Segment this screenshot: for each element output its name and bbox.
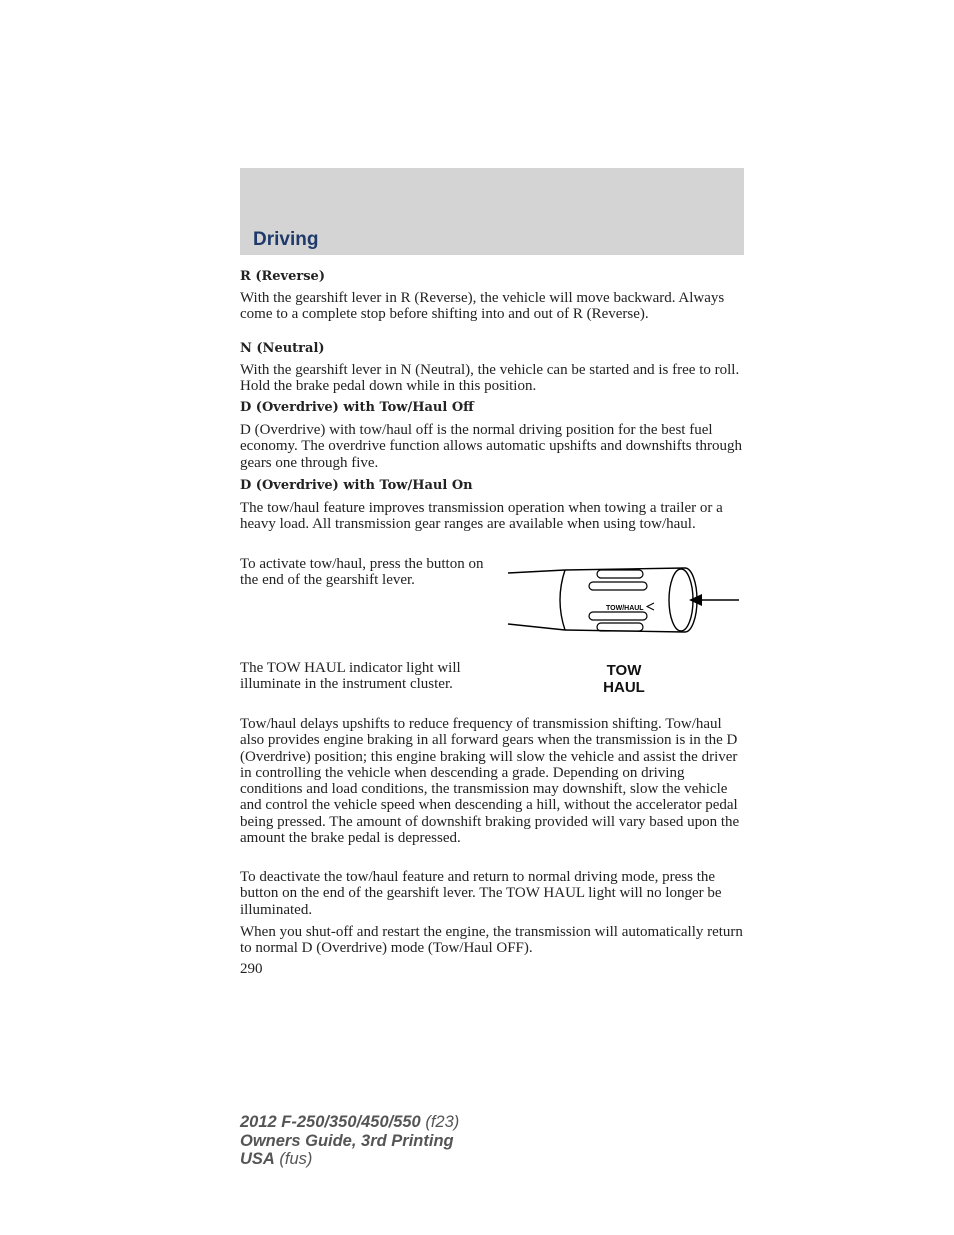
indicator-instructions: The TOW HAUL indicator light will illuminate in the instrument cluster. [240, 660, 461, 693]
page-number: 290 [240, 961, 263, 977]
paragraph-overdrive-off: D (Overdrive) with tow/haul off is the normal driving position for the best fuel economy. The overdrive function allows automatic upshifts and downshifts through gears one through five. [240, 422, 742, 471]
heading-overdrive-on: D (Overdrive) with Tow/Haul On [240, 478, 473, 493]
paragraph-reverse: With the gearshift lever in R (Reverse), the vehicle will move backward. Always come to a complete stop before shifting into and out of R (Reverse). [240, 290, 725, 323]
gearshift-lever-illustration [505, 560, 745, 640]
paragraph-tow-haul-delays: Tow/haul delays upshifts to reduce frequency of transmission shifting. Tow/haul also provides engine braking in all forward gears when the transmission is in the D (Overdrive) position; this engine braking will slow the vehicle and assist the driver in controlling the vehicle when descending a grade. Depending on driving conditions and load conditions, the transmission may downshift, slow the vehicle and control the vehicle speed when descending a hill, without the accelerator pedal being pressed. The amount of downshift braking provided will vary based upon the amount the brake pedal is depressed. [240, 716, 740, 847]
footer-model-code: (f23) [420, 1113, 460, 1131]
section-header-band [240, 168, 744, 255]
section-title: Driving [253, 229, 319, 250]
activate-instructions: To activate tow/haul, press the button on the end of the gearshift lever. [240, 556, 484, 589]
footer-market-code: (fus) [274, 1150, 313, 1168]
indicator-symbol-line2: HAUL [603, 679, 645, 696]
footer-guide: Owners Guide, 3rd Printing [240, 1131, 454, 1150]
paragraph-restart: When you shut-off and restart the engine, the transmission will automatically return to normal D (Overdrive) mode (Tow/Haul OFF). [240, 924, 743, 957]
paragraph-neutral: With the gearshift lever in N (Neutral), the vehicle can be started and is free to roll. Hold the brake pedal down while in this position. [240, 362, 740, 395]
footer-market: USA [240, 1150, 275, 1168]
tow-haul-indicator-symbol [600, 662, 648, 696]
paragraph-overdrive-on: The tow/haul feature improves transmission operation when towing a trailer or a heavy load. All transmission gear ranges are available when using tow/haul. [240, 500, 723, 533]
indicator-symbol-line1: TOW [606, 662, 642, 679]
footer-model: 2012 F-250/350/450/550 [240, 1113, 421, 1131]
document-footer [240, 1113, 459, 1169]
heading-overdrive-off: D (Overdrive) with Tow/Haul Off [240, 400, 474, 415]
paragraph-deactivate: To deactivate the tow/haul feature and return to normal driving mode, press the button on the end of the gearshift lever. The TOW HAUL light will no longer be illuminated. [240, 869, 722, 918]
heading-neutral: N (Neutral) [240, 341, 325, 356]
heading-reverse: R (Reverse) [240, 269, 325, 284]
tow-haul-button-label: TOW/HAUL [606, 605, 644, 612]
